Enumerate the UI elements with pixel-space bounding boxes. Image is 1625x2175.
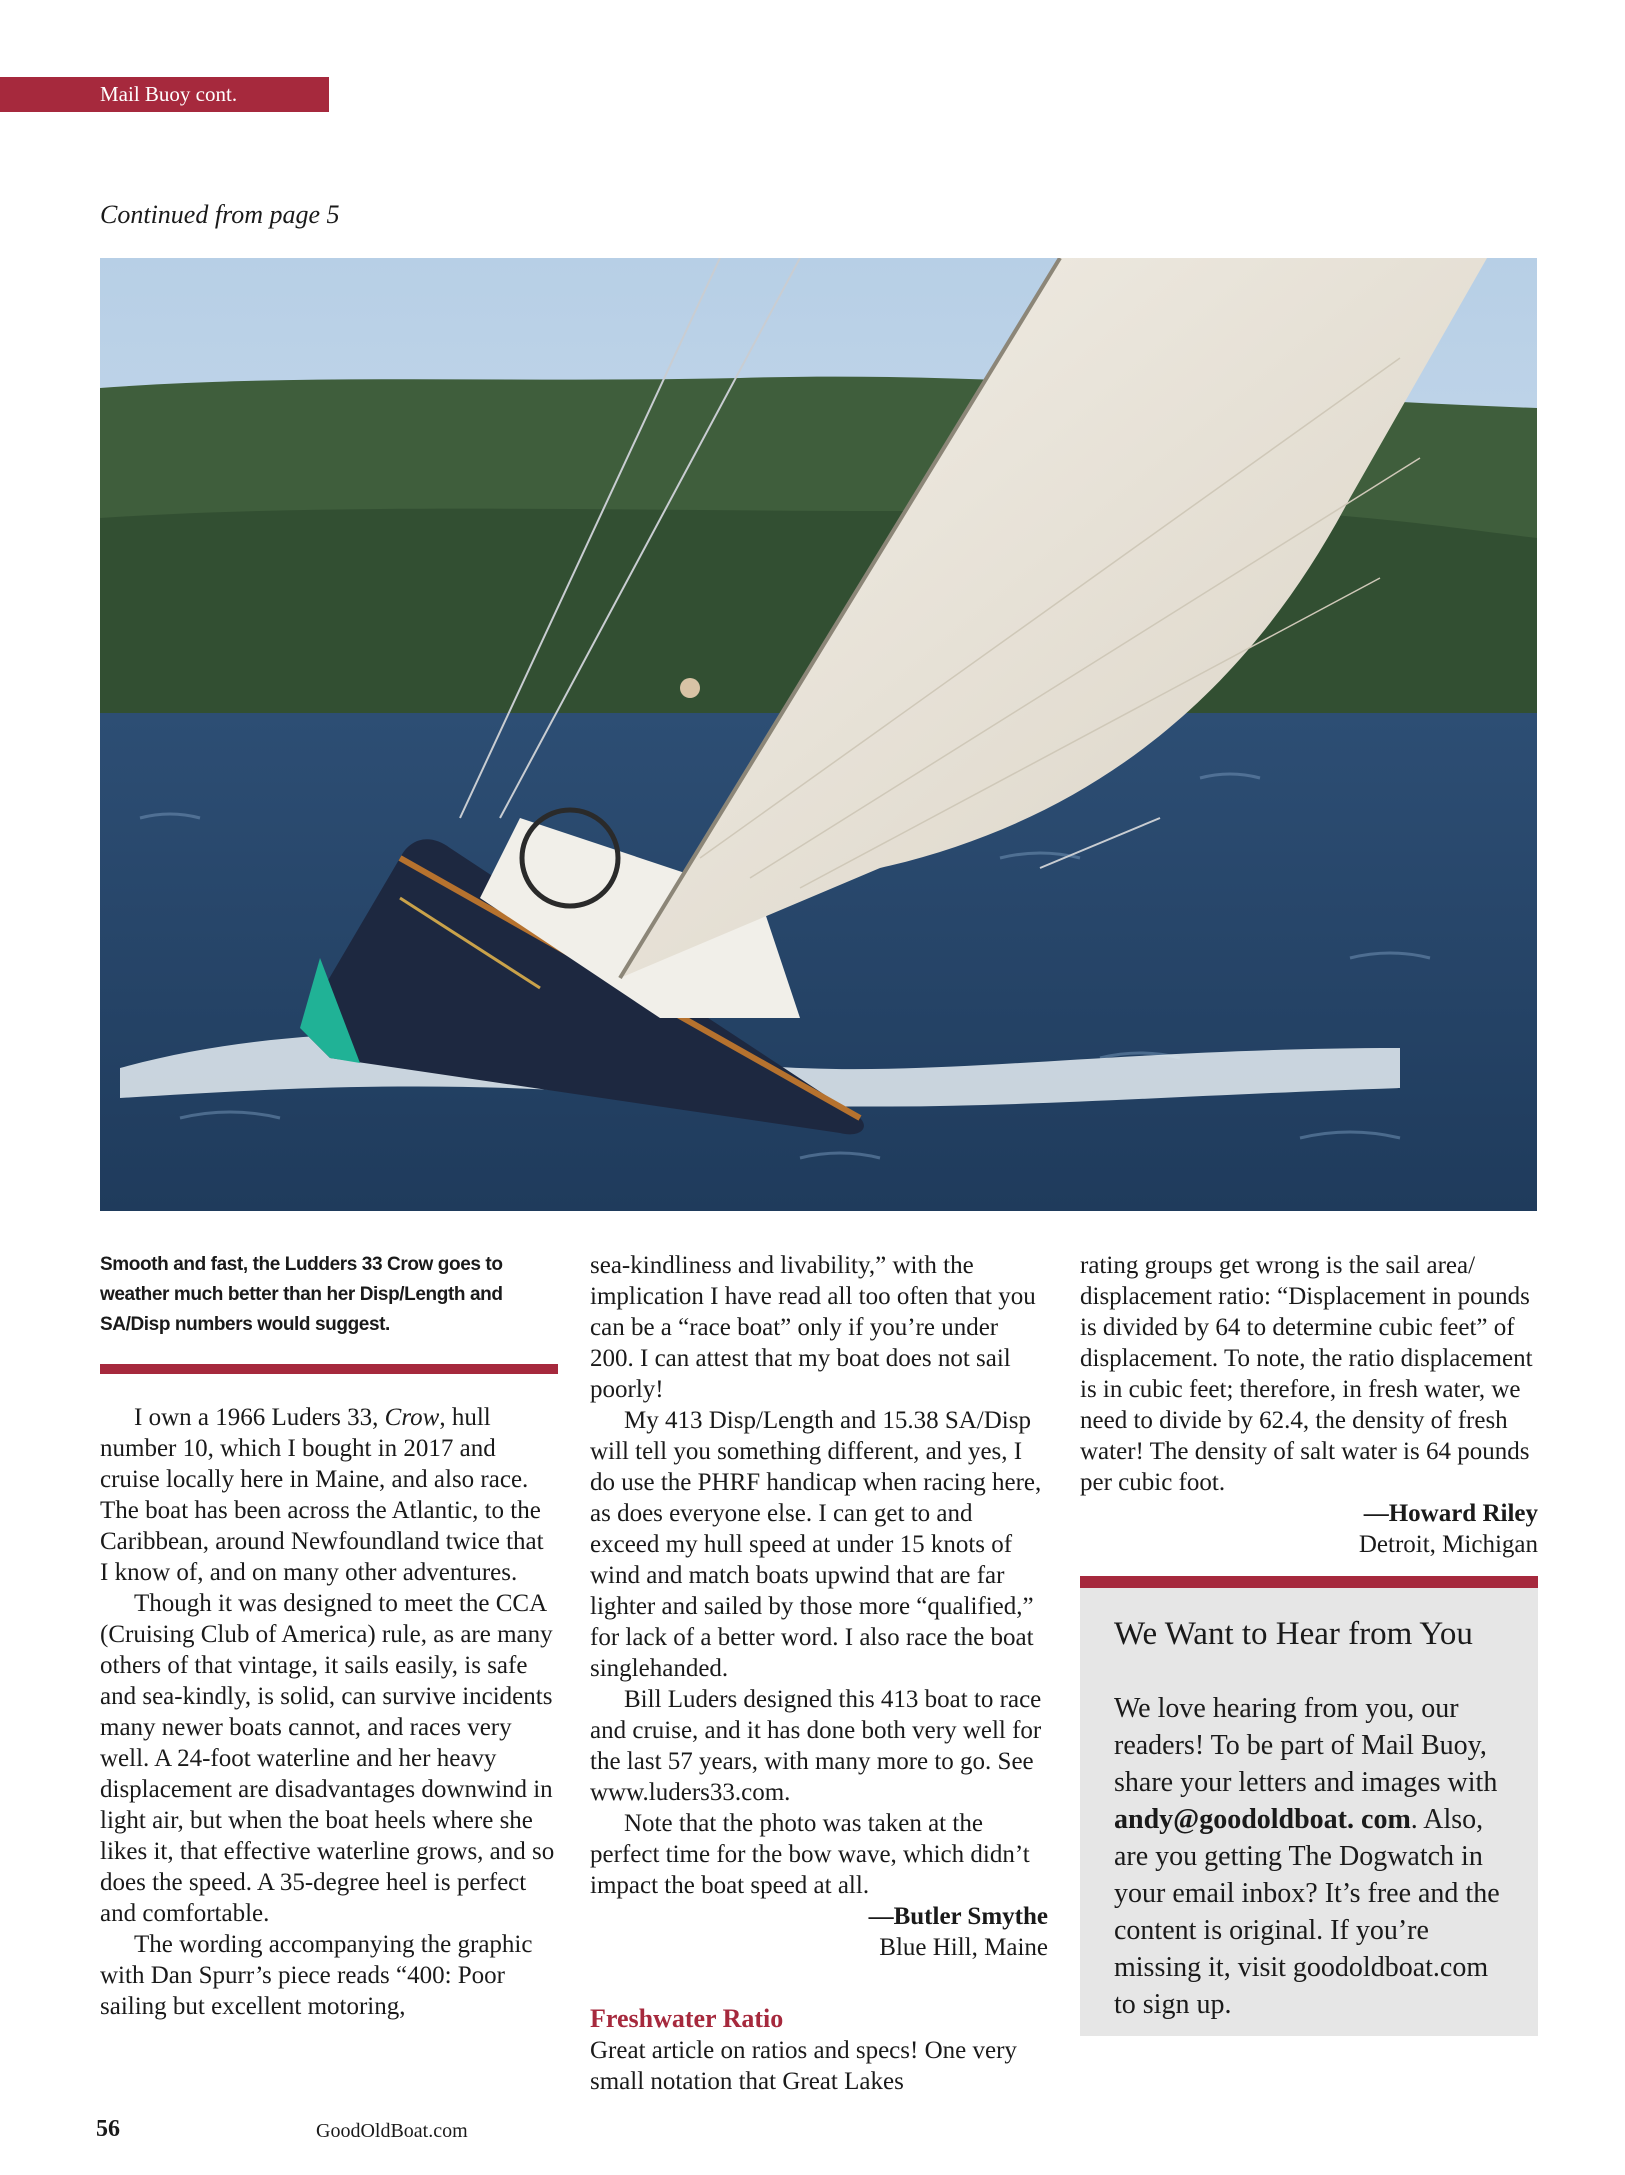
column-2 [590, 1250, 1048, 2097]
letter1-paragraph-3-cont: sea-kindliness and livability,” with the implication I have read all too often that you can be a “race boat” only if you’re under 200. I can attest that my boat does not sail poorly! [590, 1252, 1036, 1403]
letter2-place: Detroit, Michigan [1358, 1531, 1538, 1558]
letter2-heading: Freshwater Ratio [590, 2004, 784, 2033]
letter1-place: Blue Hill, Maine [879, 1934, 1048, 1961]
letter2-paragraph-1-cont: rating groups get wrong is the sail area/ displacement ratio: “Displacement in pounds is divided by 64 to determine cubic feet” of displacement. To note, the ratio displacement is in cubic feet; therefore, in fresh water, we need to divide by 62.4, the density of fresh water! The density of salt water is 64 pounds per cubic foot. [1080, 1252, 1533, 1496]
letter1-paragraph-4: My 413 Disp/Length and 15.38 SA/Disp will tell you something different, and yes, I do use the PHRF handicap when racing here, as does everyone else. I can get to and exceed my hull speed at under 15 knots of wind and match boats upwind that are far lighter and sailed by those more “qualified,” for lack of a better word. I also race the boat singlehanded. [590, 1407, 1042, 1682]
hear-box-rule [1080, 1576, 1538, 1588]
boat-name: Crow [384, 1404, 440, 1431]
photo-caption: Smooth and fast, the Ludders 33 Crow goes to weather much better than her Disp/Length and SA/Disp numbers would suggest. [100, 1254, 503, 1335]
hear-box-text: We love hearing from you, our readers! To be part of Mail Buoy, share your letters and images with andy@goodoldboat. com. Also, are you getting The Dogwatch in your email inbox? It’s free and the content is original. If you’re missing it, visit goodoldboat.com to sign up. [1114, 1693, 1500, 2020]
column-3 [1080, 1250, 1538, 2036]
letter2-paragraph-1: Great article on ratios and specs! One very small notation that Great Lakes [590, 2037, 1017, 2095]
hear-box-title: We Want to Hear from You [1114, 1616, 1473, 1652]
letter1-signature: —Butler Smythe [868, 1903, 1048, 1930]
contact-email[interactable]: andy@goodoldboat. com [1114, 1804, 1411, 1835]
sailboat-photo [100, 258, 1537, 1211]
hear-from-you-box [1080, 1576, 1538, 2036]
footer-site: GoodOldBoat.com [316, 2120, 468, 2142]
letter1-paragraph-2: Though it was designed to meet the CCA (Cruising Club of America) rule, as are many others of that vintage, it sails easily, is safe and sea-kindly, is solid, can survive incidents many newer boats cannot, and races very well. A 24-foot waterline and her heavy displacement are disadvantages downwind in light air, but when the boat heels where she likes it, that effective waterline grows, and so does the speed. A 35-degree heel is perfect and comfortable. [100, 1590, 555, 1927]
letter1-paragraph-5: Bill Luders designed this 413 boat to race and cruise, and it has done both very well for the last 57 years, with many more to go. See www.luders33.com. [590, 1686, 1042, 1806]
continued-note: Continued from page 5 [100, 200, 340, 229]
column-1 [100, 1250, 558, 2022]
letter1-paragraph-3: The wording accompanying the graphic with Dan Spurr’s piece reads “400: Poor sailing but excellent motoring, [100, 1931, 533, 2020]
letter1-paragraph-6: Note that the photo was taken at the perfect time for the bow wave, which didn’t impact the boat speed at all. [590, 1810, 1030, 1899]
caption-rule [100, 1364, 558, 1374]
letter1-paragraph-1: I own a 1966 Luders 33, Crow, hull number 10, which I bought in 2017 and cruise locally here in Maine, and also race. The boat has been across the Atlantic, to the Caribbean, around Newfoundland twice that I know of, and on many other adventures. [100, 1404, 544, 1586]
letter2-signature: —Howard Riley [1363, 1500, 1538, 1527]
section-tab: Mail Buoy cont. [0, 77, 329, 112]
page-number: 56 [96, 2116, 120, 2142]
